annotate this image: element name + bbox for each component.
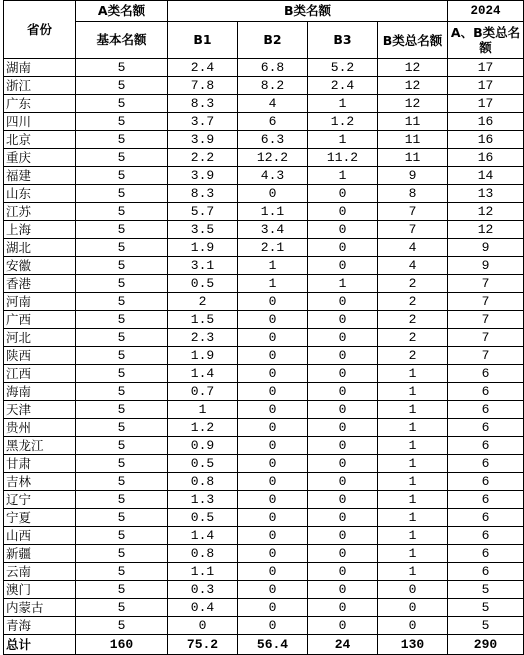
ab-total-cell: 12 xyxy=(448,221,524,239)
b1-cell: 1.1 xyxy=(168,563,238,581)
ab-total-header: A、B类总名额 xyxy=(448,22,524,59)
b3-cell: 0 xyxy=(308,599,378,617)
base-cell: 5 xyxy=(76,311,168,329)
base-cell: 5 xyxy=(76,275,168,293)
ab-total-cell: 6 xyxy=(448,491,524,509)
ab-total-cell: 6 xyxy=(448,365,524,383)
b2-cell: 0 xyxy=(238,455,308,473)
b2-cell: 6 xyxy=(238,113,308,131)
b1-cell: 1.5 xyxy=(168,311,238,329)
b2-cell: 0 xyxy=(238,581,308,599)
base-cell: 5 xyxy=(76,167,168,185)
b3-cell: 0 xyxy=(308,491,378,509)
ab-total-cell: 6 xyxy=(448,383,524,401)
base-cell: 5 xyxy=(76,365,168,383)
b3-cell: 0 xyxy=(308,383,378,401)
total-b3: 24 xyxy=(308,635,378,655)
ab-total-cell: 6 xyxy=(448,437,524,455)
ab-total-cell: 14 xyxy=(448,167,524,185)
b3-header: B3 xyxy=(308,22,378,59)
b2-cell: 0 xyxy=(238,599,308,617)
b2-cell: 4.3 xyxy=(238,167,308,185)
base-cell: 5 xyxy=(76,401,168,419)
ab-total-cell: 6 xyxy=(448,419,524,437)
province-cell: 江西 xyxy=(4,365,76,383)
b3-cell: 0 xyxy=(308,617,378,635)
base-cell: 5 xyxy=(76,581,168,599)
b2-cell: 0 xyxy=(238,185,308,203)
b3-cell: 0 xyxy=(308,509,378,527)
province-cell: 澳门 xyxy=(4,581,76,599)
b2-cell: 0 xyxy=(238,419,308,437)
province-cell: 广西 xyxy=(4,311,76,329)
table-row xyxy=(4,437,524,455)
b2-cell: 0 xyxy=(238,527,308,545)
table-row xyxy=(4,509,524,527)
b-total-cell: 11 xyxy=(378,131,448,149)
province-cell: 天津 xyxy=(4,401,76,419)
b-total-cell: 9 xyxy=(378,167,448,185)
table-row xyxy=(4,167,524,185)
b2-cell: 0 xyxy=(238,491,308,509)
ab-total-cell: 6 xyxy=(448,545,524,563)
table-row xyxy=(4,239,524,257)
table-row xyxy=(4,365,524,383)
b1-cell: 0.8 xyxy=(168,473,238,491)
base-cell: 5 xyxy=(76,329,168,347)
header-row-2 xyxy=(4,22,524,59)
b3-cell: 0 xyxy=(308,203,378,221)
ab-total-cell: 7 xyxy=(448,293,524,311)
ab-total-cell: 5 xyxy=(448,617,524,635)
b2-cell: 2.1 xyxy=(238,239,308,257)
ab-total-cell: 6 xyxy=(448,509,524,527)
b2-cell: 0 xyxy=(238,347,308,365)
b-total-cell: 1 xyxy=(378,563,448,581)
base-cell: 5 xyxy=(76,491,168,509)
base-cell: 5 xyxy=(76,455,168,473)
total-b1: 75.2 xyxy=(168,635,238,655)
b3-cell: 0 xyxy=(308,527,378,545)
b3-cell: 0 xyxy=(308,473,378,491)
b3-cell: 11.2 xyxy=(308,149,378,167)
table-row xyxy=(4,329,524,347)
table-row xyxy=(4,491,524,509)
ab-total-cell: 6 xyxy=(448,563,524,581)
total-b2: 56.4 xyxy=(238,635,308,655)
b3-cell: 2.4 xyxy=(308,77,378,95)
b3-cell: 0 xyxy=(308,347,378,365)
ab-total-cell: 17 xyxy=(448,59,524,77)
b-total-cell: 0 xyxy=(378,581,448,599)
ab-total-cell: 5 xyxy=(448,581,524,599)
table-row xyxy=(4,293,524,311)
year-header: 2024 xyxy=(448,1,524,22)
b-total-cell: 7 xyxy=(378,203,448,221)
b1-cell: 8.3 xyxy=(168,95,238,113)
b3-cell: 0 xyxy=(308,239,378,257)
table-row xyxy=(4,563,524,581)
table-row xyxy=(4,275,524,293)
province-cell: 新疆 xyxy=(4,545,76,563)
b1-cell: 7.8 xyxy=(168,77,238,95)
province-cell: 四川 xyxy=(4,113,76,131)
header-row-1 xyxy=(4,1,524,22)
b-total-cell: 1 xyxy=(378,509,448,527)
b3-cell: 0 xyxy=(308,329,378,347)
b3-cell: 0 xyxy=(308,455,378,473)
b-total-cell: 1 xyxy=(378,383,448,401)
b3-cell: 1 xyxy=(308,131,378,149)
table-row xyxy=(4,347,524,365)
b3-cell: 0 xyxy=(308,401,378,419)
ab-total-cell: 5 xyxy=(448,599,524,617)
b2-cell: 0 xyxy=(238,383,308,401)
base-cell: 5 xyxy=(76,149,168,167)
base-cell: 5 xyxy=(76,347,168,365)
province-cell: 青海 xyxy=(4,617,76,635)
b1-cell: 1 xyxy=(168,401,238,419)
b1-cell: 3.7 xyxy=(168,113,238,131)
base-cell: 5 xyxy=(76,185,168,203)
province-cell: 山东 xyxy=(4,185,76,203)
base-cell: 5 xyxy=(76,437,168,455)
ab-total-cell: 6 xyxy=(448,527,524,545)
province-header: 省份 xyxy=(4,1,76,59)
b3-cell: 5.2 xyxy=(308,59,378,77)
b-total-cell: 2 xyxy=(378,311,448,329)
province-cell: 浙江 xyxy=(4,77,76,95)
b3-cell: 0 xyxy=(308,365,378,383)
base-cell: 5 xyxy=(76,131,168,149)
b1-cell: 1.3 xyxy=(168,491,238,509)
b2-cell: 12.2 xyxy=(238,149,308,167)
b-total-cell: 11 xyxy=(378,149,448,167)
province-cell: 甘肃 xyxy=(4,455,76,473)
b-total-cell: 1 xyxy=(378,545,448,563)
b-total-cell: 0 xyxy=(378,617,448,635)
province-cell: 香港 xyxy=(4,275,76,293)
b1-cell: 8.3 xyxy=(168,185,238,203)
province-cell: 海南 xyxy=(4,383,76,401)
b-total-header: B类总名额 xyxy=(378,22,448,59)
ab-total-cell: 7 xyxy=(448,275,524,293)
b-total-cell: 1 xyxy=(378,527,448,545)
province-cell: 重庆 xyxy=(4,149,76,167)
b2-cell: 1 xyxy=(238,275,308,293)
table-row xyxy=(4,131,524,149)
b1-cell: 0.4 xyxy=(168,599,238,617)
b-total-cell: 1 xyxy=(378,419,448,437)
ab-total-cell: 16 xyxy=(448,131,524,149)
b-total-cell: 1 xyxy=(378,401,448,419)
ab-total-cell: 17 xyxy=(448,95,524,113)
province-cell: 辽宁 xyxy=(4,491,76,509)
b1-cell: 2.4 xyxy=(168,59,238,77)
table-row xyxy=(4,581,524,599)
b1-header: B1 xyxy=(168,22,238,59)
b1-cell: 0.5 xyxy=(168,455,238,473)
table-row xyxy=(4,419,524,437)
b1-cell: 2.2 xyxy=(168,149,238,167)
b-total-cell: 7 xyxy=(378,221,448,239)
ab-total-cell: 6 xyxy=(448,401,524,419)
b2-cell: 0 xyxy=(238,293,308,311)
table-row xyxy=(4,401,524,419)
ab-total-cell: 12 xyxy=(448,203,524,221)
total-ab-total: 290 xyxy=(448,635,524,655)
b2-cell: 0 xyxy=(238,311,308,329)
b-total-cell: 2 xyxy=(378,275,448,293)
a-group-header: A类名额 xyxy=(76,1,168,22)
b1-cell: 0.3 xyxy=(168,581,238,599)
ab-total-cell: 16 xyxy=(448,149,524,167)
b2-cell: 0 xyxy=(238,437,308,455)
table-row xyxy=(4,77,524,95)
b3-cell: 1 xyxy=(308,275,378,293)
b1-cell: 3.9 xyxy=(168,131,238,149)
b3-cell: 1.2 xyxy=(308,113,378,131)
b1-cell: 2 xyxy=(168,293,238,311)
b-total-cell: 12 xyxy=(378,95,448,113)
b-total-cell: 0 xyxy=(378,599,448,617)
table-row xyxy=(4,221,524,239)
b1-cell: 0.7 xyxy=(168,383,238,401)
table-row xyxy=(4,311,524,329)
province-cell: 湖北 xyxy=(4,239,76,257)
b-total-cell: 2 xyxy=(378,329,448,347)
b1-cell: 0.9 xyxy=(168,437,238,455)
province-cell: 安徽 xyxy=(4,257,76,275)
b-total-cell: 1 xyxy=(378,455,448,473)
b1-cell: 1.4 xyxy=(168,527,238,545)
b1-cell: 0 xyxy=(168,617,238,635)
b-total-cell: 2 xyxy=(378,293,448,311)
b3-cell: 0 xyxy=(308,185,378,203)
b-total-cell: 1 xyxy=(378,437,448,455)
b3-cell: 0 xyxy=(308,437,378,455)
b1-cell: 1.9 xyxy=(168,239,238,257)
b-total-cell: 8 xyxy=(378,185,448,203)
b2-cell: 0 xyxy=(238,509,308,527)
b3-cell: 0 xyxy=(308,293,378,311)
province-cell: 黑龙江 xyxy=(4,437,76,455)
table-row xyxy=(4,113,524,131)
b2-cell: 0 xyxy=(238,401,308,419)
ab-total-cell: 7 xyxy=(448,347,524,365)
base-cell: 5 xyxy=(76,527,168,545)
province-cell: 云南 xyxy=(4,563,76,581)
table-row xyxy=(4,617,524,635)
b3-cell: 0 xyxy=(308,311,378,329)
base-cell: 5 xyxy=(76,59,168,77)
b-total-cell: 12 xyxy=(378,59,448,77)
table-row xyxy=(4,185,524,203)
b1-cell: 0.5 xyxy=(168,509,238,527)
b3-cell: 1 xyxy=(308,95,378,113)
ab-total-cell: 7 xyxy=(448,311,524,329)
b2-cell: 0 xyxy=(238,329,308,347)
b3-cell: 0 xyxy=(308,419,378,437)
province-cell: 贵州 xyxy=(4,419,76,437)
b-group-header: B类名额 xyxy=(168,1,448,22)
b-total-cell: 12 xyxy=(378,77,448,95)
b2-cell: 6.8 xyxy=(238,59,308,77)
province-cell: 陕西 xyxy=(4,347,76,365)
b2-cell: 4 xyxy=(238,95,308,113)
ab-total-cell: 6 xyxy=(448,473,524,491)
ab-total-cell: 17 xyxy=(448,77,524,95)
base-cell: 5 xyxy=(76,545,168,563)
province-cell: 上海 xyxy=(4,221,76,239)
base-cell: 5 xyxy=(76,617,168,635)
table-row xyxy=(4,257,524,275)
province-cell: 吉林 xyxy=(4,473,76,491)
b2-cell: 0 xyxy=(238,563,308,581)
base-cell: 5 xyxy=(76,473,168,491)
province-cell: 河南 xyxy=(4,293,76,311)
base-cell: 5 xyxy=(76,383,168,401)
ab-total-cell: 9 xyxy=(448,239,524,257)
table-row xyxy=(4,59,524,77)
table-row xyxy=(4,545,524,563)
b-total-cell: 2 xyxy=(378,347,448,365)
b-total-cell: 1 xyxy=(378,365,448,383)
base-cell: 5 xyxy=(76,95,168,113)
b1-cell: 3.1 xyxy=(168,257,238,275)
b2-cell: 0 xyxy=(238,473,308,491)
b2-cell: 1 xyxy=(238,257,308,275)
table-row xyxy=(4,527,524,545)
b-total-cell: 1 xyxy=(378,473,448,491)
table-row xyxy=(4,149,524,167)
province-cell: 宁夏 xyxy=(4,509,76,527)
base-cell: 5 xyxy=(76,221,168,239)
base-cell: 5 xyxy=(76,599,168,617)
b2-cell: 6.3 xyxy=(238,131,308,149)
table-row xyxy=(4,383,524,401)
b-total-cell: 4 xyxy=(378,257,448,275)
province-cell: 湖南 xyxy=(4,59,76,77)
b2-cell: 0 xyxy=(238,617,308,635)
b-total-cell: 11 xyxy=(378,113,448,131)
b1-cell: 0.5 xyxy=(168,275,238,293)
b3-cell: 1 xyxy=(308,167,378,185)
table-row xyxy=(4,203,524,221)
base-cell: 5 xyxy=(76,239,168,257)
ab-total-cell: 6 xyxy=(448,455,524,473)
b1-cell: 2.3 xyxy=(168,329,238,347)
table-body xyxy=(4,59,524,635)
b2-cell: 1.1 xyxy=(238,203,308,221)
ab-total-cell: 16 xyxy=(448,113,524,131)
b2-cell: 0 xyxy=(238,545,308,563)
b2-cell: 0 xyxy=(238,365,308,383)
b1-cell: 1.4 xyxy=(168,365,238,383)
base-cell: 5 xyxy=(76,113,168,131)
base-cell: 5 xyxy=(76,257,168,275)
province-cell: 福建 xyxy=(4,167,76,185)
b3-cell: 0 xyxy=(308,581,378,599)
ab-total-cell: 13 xyxy=(448,185,524,203)
province-cell: 内蒙古 xyxy=(4,599,76,617)
total-b-total: 130 xyxy=(378,635,448,655)
b2-cell: 3.4 xyxy=(238,221,308,239)
province-cell: 广东 xyxy=(4,95,76,113)
b1-cell: 3.9 xyxy=(168,167,238,185)
b1-cell: 1.2 xyxy=(168,419,238,437)
province-cell: 山西 xyxy=(4,527,76,545)
b-total-cell: 4 xyxy=(378,239,448,257)
base-cell: 5 xyxy=(76,509,168,527)
province-cell: 江苏 xyxy=(4,203,76,221)
province-cell: 北京 xyxy=(4,131,76,149)
base-cell: 5 xyxy=(76,203,168,221)
table-row xyxy=(4,473,524,491)
ab-total-cell: 7 xyxy=(448,329,524,347)
b1-cell: 5.7 xyxy=(168,203,238,221)
b1-cell: 0.8 xyxy=(168,545,238,563)
total-label: 总计 xyxy=(4,635,76,655)
b1-cell: 3.5 xyxy=(168,221,238,239)
b3-cell: 0 xyxy=(308,545,378,563)
b-total-cell: 1 xyxy=(378,491,448,509)
total-base: 160 xyxy=(76,635,168,655)
province-cell: 河北 xyxy=(4,329,76,347)
ab-total-cell: 9 xyxy=(448,257,524,275)
b2-cell: 8.2 xyxy=(238,77,308,95)
table-row xyxy=(4,95,524,113)
table-row xyxy=(4,455,524,473)
base-header: 基本名额 xyxy=(76,22,168,59)
b1-cell: 1.9 xyxy=(168,347,238,365)
quota-table xyxy=(3,0,524,655)
base-cell: 5 xyxy=(76,419,168,437)
base-cell: 5 xyxy=(76,77,168,95)
b3-cell: 0 xyxy=(308,257,378,275)
base-cell: 5 xyxy=(76,563,168,581)
b2-header: B2 xyxy=(238,22,308,59)
b3-cell: 0 xyxy=(308,221,378,239)
base-cell: 5 xyxy=(76,293,168,311)
b3-cell: 0 xyxy=(308,563,378,581)
table-row xyxy=(4,599,524,617)
